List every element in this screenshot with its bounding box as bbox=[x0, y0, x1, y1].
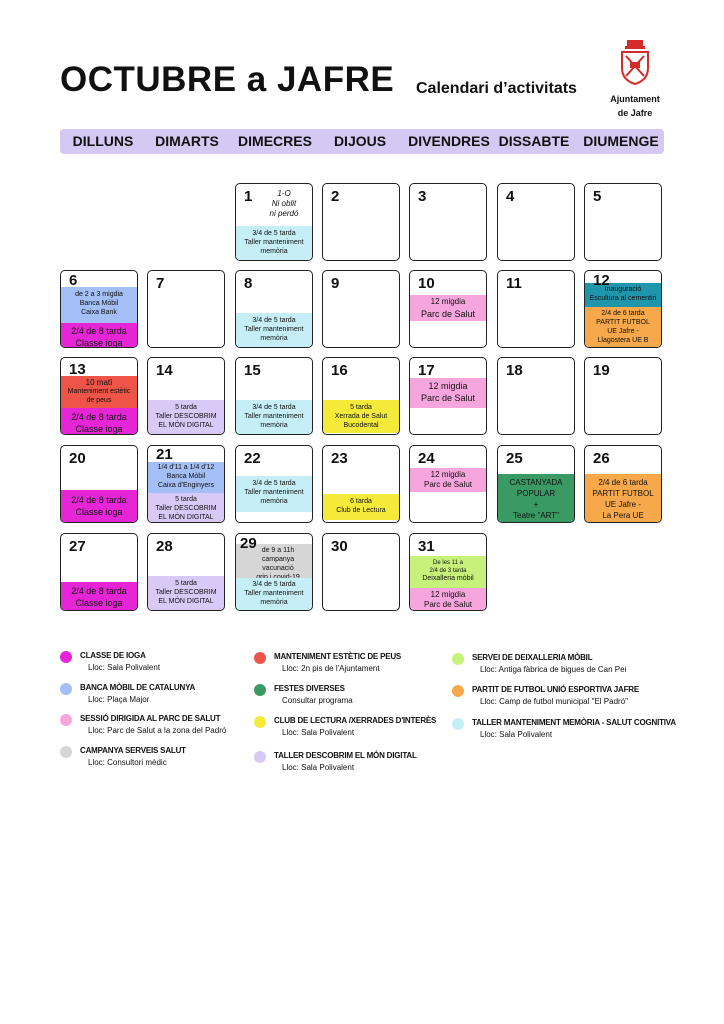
day-number: 29 bbox=[240, 535, 257, 552]
event-line: 1-O bbox=[277, 189, 291, 198]
day-cell-23 bbox=[322, 445, 400, 523]
event-mobile-bank bbox=[148, 462, 224, 493]
legend-location: Lloc: Plaça Major bbox=[88, 695, 150, 704]
event-line: PARTIT FUTBOL bbox=[592, 489, 654, 498]
event-foot-care bbox=[61, 376, 137, 408]
event-line: Teatre "ART" bbox=[513, 511, 559, 520]
weekday-saturday: DISSABTE bbox=[498, 133, 570, 149]
day-cell-20 bbox=[60, 445, 138, 523]
event-line: Parc de Salut bbox=[423, 480, 473, 489]
event-memory-workshop bbox=[236, 226, 312, 261]
day-cell-26 bbox=[584, 445, 662, 523]
day-cell-29 bbox=[235, 533, 313, 611]
event-line: Taller DESCOBRIM bbox=[155, 505, 217, 512]
event-yoga bbox=[61, 323, 137, 348]
legend-color-dot bbox=[254, 684, 266, 696]
event-line: Parc de Salut bbox=[420, 393, 476, 403]
event-health-park bbox=[410, 295, 486, 321]
event-line: + bbox=[533, 500, 539, 509]
day-number: 30 bbox=[331, 538, 348, 555]
weekday-sunday: DIUMENGE bbox=[583, 133, 659, 149]
day-number: 16 bbox=[331, 362, 348, 379]
day-number: 13 bbox=[69, 361, 86, 378]
event-football-match bbox=[585, 307, 661, 348]
event-line: Inauguració bbox=[604, 286, 642, 293]
day-cell-2 bbox=[322, 183, 400, 261]
event-line: Taller DESCOBRIM bbox=[155, 413, 217, 420]
event-line: Ni oblit bbox=[271, 199, 297, 208]
event-line: 2/4 de 6 tarda bbox=[601, 310, 645, 317]
event-line: 12 migdia bbox=[430, 297, 466, 306]
event-mobile-bank bbox=[61, 287, 137, 323]
event-line: 1/4 d'11 a 1/4 d'12 bbox=[157, 464, 215, 471]
legend-location: Lloc: 2n pis de l'Ajuntament bbox=[282, 664, 380, 673]
event-yoga bbox=[61, 490, 137, 523]
legend-color-dot bbox=[254, 751, 266, 763]
weekday-wednesday: DIMECRES bbox=[238, 133, 312, 149]
legend-title: CLUB DE LECTURA /XERRADES D'INTERÈS bbox=[274, 716, 437, 725]
weekday-header bbox=[60, 129, 664, 154]
legend-color-dot bbox=[60, 651, 72, 663]
event-line: Caixa d'Enginyers bbox=[157, 482, 215, 489]
logo-text-2: de Jafre bbox=[617, 108, 653, 118]
legend-location: Lloc: Sala Polivalent bbox=[88, 663, 161, 672]
event-line: ni perdó bbox=[269, 209, 299, 218]
event-football-match bbox=[585, 474, 661, 523]
day-cell-12 bbox=[584, 270, 662, 348]
event-line: de 2 a 3 migdia bbox=[75, 291, 123, 298]
day-number: 14 bbox=[156, 362, 173, 379]
day-number: 7 bbox=[156, 275, 165, 292]
event-line: de peus bbox=[86, 397, 112, 404]
event-line: 3/4 de 5 tarda bbox=[252, 317, 296, 324]
event-health-park bbox=[410, 468, 486, 492]
event-line: 2/4 de 8 tarda bbox=[71, 586, 127, 596]
event-line: Llagostera UE B bbox=[597, 337, 649, 344]
coat-of-arms-icon bbox=[618, 38, 652, 86]
legend-location: Lloc: Camp de futbol municipal "El Padró" bbox=[480, 697, 628, 706]
day-number: 20 bbox=[69, 450, 86, 467]
day-cell-14 bbox=[147, 357, 225, 435]
legend-color-dot bbox=[452, 718, 464, 730]
event-line: POPULAR bbox=[516, 489, 556, 498]
day-number: 2 bbox=[331, 188, 340, 205]
day-number: 22 bbox=[244, 450, 261, 467]
event-line: 3/4 de 5 tarda bbox=[252, 581, 296, 588]
event-line: 2/4 de 6 tarda bbox=[598, 478, 648, 487]
ajuntament-logo bbox=[600, 38, 670, 119]
day-cell-7 bbox=[147, 270, 225, 348]
legend-title: MANTENIMENT ESTÈTIC DE PEUS bbox=[274, 652, 402, 661]
weekday-tuesday: DIMARTS bbox=[155, 133, 219, 149]
event-line: 3/4 de 5 tarda bbox=[252, 230, 296, 237]
legend-color-dot bbox=[254, 716, 266, 728]
event-line: 3/4 de 5 tarda bbox=[252, 404, 296, 411]
event-line: Deixalleria mòbil bbox=[422, 575, 474, 582]
event-line: memòria bbox=[260, 498, 288, 505]
event-reading-club bbox=[323, 494, 399, 520]
event-line: 5 tarda bbox=[175, 580, 197, 587]
day-cell-22 bbox=[235, 445, 313, 523]
event-line: 2/4 de 8 tarda bbox=[71, 412, 127, 422]
event-memory-workshop bbox=[236, 476, 312, 512]
weekday-thursday: DIJOUS bbox=[333, 133, 387, 149]
event-line: EL MÓN DIGITAL bbox=[158, 514, 214, 521]
event-line: 12 migdia bbox=[428, 381, 468, 391]
event-digital-workshop bbox=[148, 400, 224, 435]
day-number: 28 bbox=[156, 538, 173, 555]
event-line: EL MÓN DIGITAL bbox=[158, 598, 214, 605]
event-line: PARTIT FUTBOL bbox=[596, 319, 650, 326]
event-castanyada bbox=[498, 474, 574, 523]
event-line: Caixa Bank bbox=[81, 309, 117, 316]
day-number: 31 bbox=[418, 538, 435, 555]
legend-color-dot bbox=[60, 683, 72, 695]
day-number: 6 bbox=[69, 272, 78, 289]
event-health-park bbox=[410, 588, 486, 611]
legend-color-dot bbox=[452, 653, 464, 665]
event-dental-talk bbox=[323, 400, 399, 433]
event-line: Taller DESCOBRIM bbox=[155, 589, 217, 596]
day-number: 26 bbox=[593, 450, 610, 467]
day-cell-24 bbox=[409, 445, 487, 523]
day-cell-17 bbox=[409, 357, 487, 435]
day-number: 1 bbox=[244, 188, 253, 205]
legend-location: Lloc: Consultori mèdic bbox=[88, 758, 167, 767]
logo-text-1: Ajuntament bbox=[610, 94, 660, 104]
weekday-monday: DILLUNS bbox=[72, 133, 134, 149]
weekday-friday: DIVENDRES bbox=[408, 133, 490, 149]
event-line: 5 tarda bbox=[175, 496, 197, 503]
event-line: UE Jafre - bbox=[604, 500, 641, 509]
event-line: UE Jafre - bbox=[607, 328, 639, 335]
event-line: Bucodental bbox=[343, 422, 379, 429]
day-cell-13 bbox=[60, 357, 138, 435]
day-number: 25 bbox=[506, 450, 523, 467]
event-line: 5 tarda bbox=[350, 404, 372, 411]
day-number: 17 bbox=[418, 362, 435, 379]
event-line: Classe ioga bbox=[75, 598, 123, 608]
legend-title: BANCA MÒBIL DE CATALUNYA bbox=[80, 683, 196, 692]
legend-title: FESTES DIVERSES bbox=[274, 684, 345, 693]
day-number: 24 bbox=[418, 450, 435, 467]
event-line: Banca Mòbil bbox=[79, 300, 119, 307]
event-line: 12 migdia bbox=[430, 470, 466, 479]
legend-color-dot bbox=[452, 685, 464, 697]
page-subtitle: Calendari d’activitats bbox=[416, 80, 577, 97]
event-line: Banca Mòbil bbox=[166, 473, 206, 480]
day-cell-9 bbox=[322, 270, 400, 348]
event-line: 5 tarda bbox=[175, 404, 197, 411]
legend-location: Lloc: Sala Polivalent bbox=[282, 728, 355, 737]
day-cell-27 bbox=[60, 533, 138, 611]
legend-title: TALLER DESCOBRIM EL MÓN DIGITAL bbox=[274, 751, 417, 760]
day-number: 9 bbox=[331, 275, 340, 292]
legend-location: Lloc: Antiga fàbrica de bigues de Can Pei bbox=[480, 665, 627, 674]
event-line: 2/4 de 8 tarda bbox=[71, 495, 127, 505]
event-line: Escultura al cementiri bbox=[589, 295, 657, 302]
day-number: 10 bbox=[418, 275, 435, 292]
event-line: Taller manteniment bbox=[244, 326, 304, 333]
day-number: 12 bbox=[593, 272, 610, 289]
day-cell-3 bbox=[409, 183, 487, 261]
event-line: 10 matí bbox=[85, 378, 113, 387]
day-cell-6 bbox=[60, 270, 138, 348]
legend-color-dot bbox=[60, 714, 72, 726]
day-cell-4 bbox=[497, 183, 575, 261]
event-1o bbox=[246, 188, 313, 220]
day-cell-30 bbox=[322, 533, 400, 611]
day-number: 27 bbox=[69, 538, 86, 555]
event-line: 2/4 de 8 tarda bbox=[71, 326, 127, 336]
event-line: La Pera UE bbox=[602, 511, 644, 520]
event-line: Taller manteniment bbox=[244, 413, 304, 420]
day-cell-11 bbox=[497, 270, 575, 348]
event-line: 3/4 de 5 tarda bbox=[252, 480, 296, 487]
event-line: de 9 a 11h bbox=[261, 547, 295, 554]
legend-title: TALLER MANTENIMENT MEMÒRIA - SALUT COGNITIVA bbox=[472, 718, 676, 727]
event-line: Parc de Salut bbox=[420, 309, 476, 319]
legend-location: Lloc: Sala Polivalent bbox=[480, 730, 553, 739]
legend-color-dot bbox=[60, 746, 72, 758]
event-line: memòria bbox=[260, 248, 288, 255]
day-cell-16 bbox=[322, 357, 400, 435]
day-cell-31 bbox=[409, 533, 487, 611]
day-number: 18 bbox=[506, 362, 523, 379]
day-cell-18 bbox=[497, 357, 575, 435]
event-line: 2/4 de 3 tarda bbox=[429, 568, 467, 574]
event-memory-workshop bbox=[236, 578, 312, 611]
day-cell-5 bbox=[584, 183, 662, 261]
day-cell-19 bbox=[584, 357, 662, 435]
page-title: OCTUBRE a JAFRE bbox=[60, 60, 395, 99]
event-health-park bbox=[410, 378, 486, 408]
legend-title: SERVEI DE DEIXALLERIA MÒBIL bbox=[472, 653, 593, 662]
event-line: Classe ioga bbox=[75, 507, 123, 517]
day-number: 3 bbox=[418, 188, 427, 205]
event-line: Xerrada de Salut bbox=[334, 413, 388, 420]
event-mobile-recycling bbox=[410, 556, 486, 588]
event-line: memòria bbox=[260, 335, 288, 342]
day-cell-28 bbox=[147, 533, 225, 611]
day-number: 21 bbox=[156, 446, 173, 463]
day-cell-15 bbox=[235, 357, 313, 435]
event-digital-workshop bbox=[148, 576, 224, 611]
day-cell-21 bbox=[147, 445, 225, 523]
day-number: 11 bbox=[506, 275, 522, 292]
day-number: 8 bbox=[244, 275, 253, 292]
day-number: 23 bbox=[331, 450, 348, 467]
event-line: 6 tarda bbox=[350, 498, 372, 505]
legend-title: CLASSE DE IOGA bbox=[80, 651, 146, 660]
event-yoga bbox=[61, 408, 137, 435]
legend-location: Lloc: Parc de Salut a la zona del Padró bbox=[88, 726, 227, 735]
event-line: Taller manteniment bbox=[244, 489, 304, 496]
day-cell-10 bbox=[409, 270, 487, 348]
event-line: Manteniment estètic bbox=[67, 388, 131, 395]
event-line: Parc de Salut bbox=[423, 600, 473, 609]
event-yoga bbox=[61, 582, 137, 611]
event-line: memòria bbox=[260, 599, 288, 606]
event-line: De les 11 a bbox=[433, 560, 463, 566]
event-digital-workshop bbox=[148, 493, 224, 523]
day-number: 4 bbox=[506, 188, 515, 205]
event-line: CASTANYADA bbox=[509, 478, 563, 487]
day-cell-25 bbox=[497, 445, 575, 523]
event-line: Classe ioga bbox=[75, 424, 123, 434]
legend-title: CAMPANYA SERVEIS SALUT bbox=[80, 746, 186, 755]
event-line: Club de Lectura bbox=[336, 507, 386, 514]
event-line: EL MÓN DIGITAL bbox=[158, 422, 214, 429]
legend-title: PARTIT DE FUTBOL UNIÓ ESPORTIVA JAFRE bbox=[472, 685, 639, 694]
event-line: Classe ioga bbox=[75, 338, 123, 348]
event-line: campanya vacunació bbox=[261, 556, 295, 572]
day-number: 5 bbox=[593, 188, 602, 205]
day-number: 19 bbox=[593, 362, 610, 379]
day-cell-8 bbox=[235, 270, 313, 348]
day-number: 15 bbox=[244, 362, 261, 379]
legend-color-dot bbox=[254, 652, 266, 664]
event-line: 12 migdia bbox=[430, 590, 466, 599]
event-line: memòria bbox=[260, 422, 288, 429]
event-line: Taller manteniment bbox=[244, 239, 304, 246]
legend-location: Consultar programa bbox=[282, 696, 353, 705]
day-cell-1 bbox=[235, 183, 313, 261]
legend-location: Lloc: Sala Polivalent bbox=[282, 763, 355, 772]
event-memory-workshop bbox=[236, 400, 312, 435]
event-line: Taller manteniment bbox=[244, 590, 304, 597]
legend-title: SESSIÓ DIRIGIDA AL PARC DE SALUT bbox=[80, 714, 221, 723]
event-memory-workshop bbox=[236, 313, 312, 348]
